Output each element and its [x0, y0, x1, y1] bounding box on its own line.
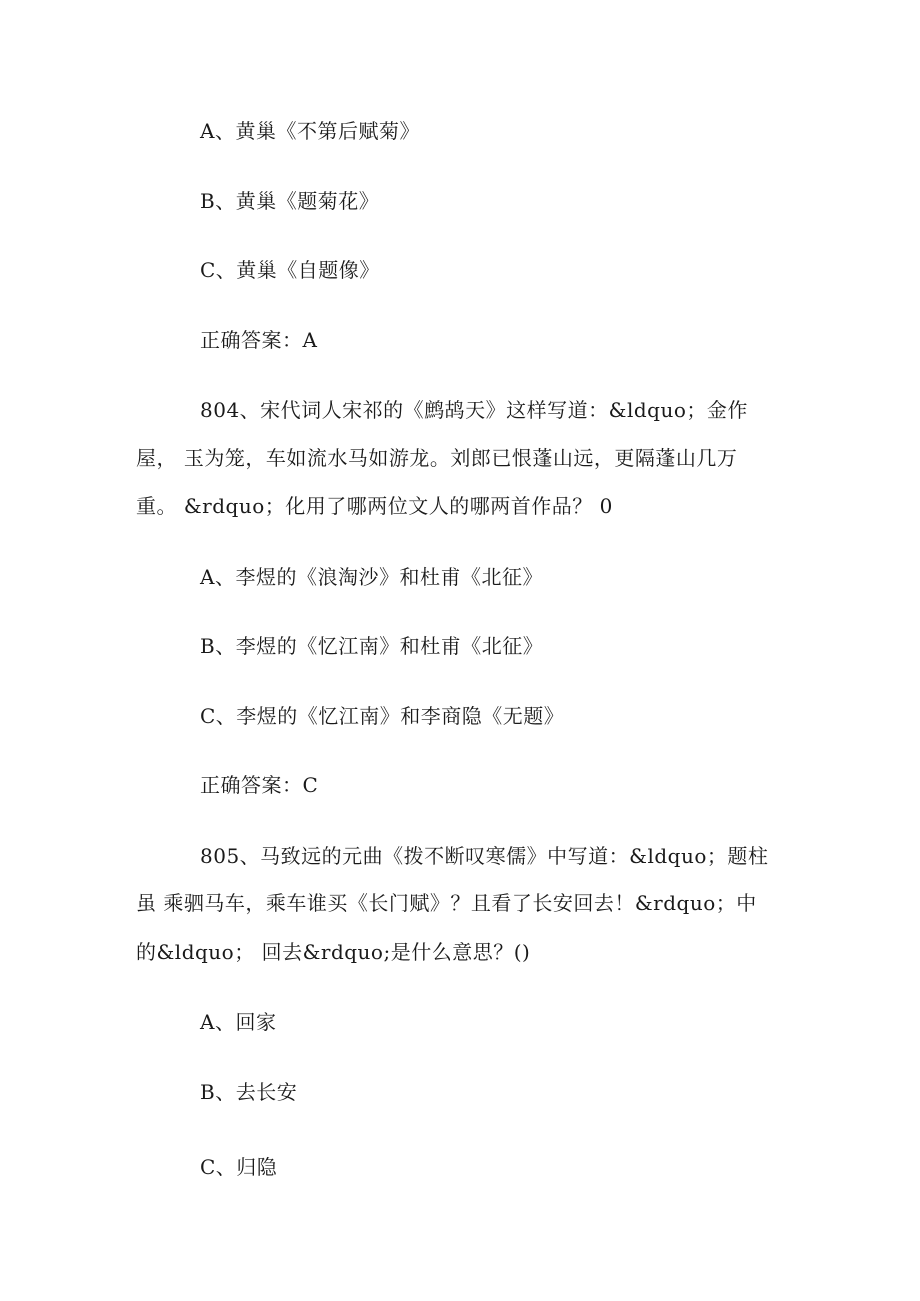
q805-question-line-1: 805、马致远的元曲《拨不断叹寒儒》中写道：&ldquo；题柱 — [200, 844, 769, 868]
q804-question-line-2: 屋， 玉为笼，车如流水马如游龙。刘郎已恨蓬山远，更隔蓬山几万 — [136, 446, 738, 470]
q803-option-b: B、黄巢《题菊花》 — [200, 189, 380, 213]
q804-option-a: A、李煜的《浪淘沙》和杜甫《北征》 — [200, 565, 543, 589]
q804-question-line-1: 804、宋代词人宋祁的《鹧鸪天》这样写道：&ldquo；金作 — [200, 398, 748, 422]
q804-option-c: C、李煜的《忆江南》和李商隐《无题》 — [200, 704, 565, 728]
q803-option-a: A、黄巢《不第后赋菊》 — [200, 119, 420, 143]
q805-question-line-3: 的&ldquo； 回去&rdquo;是什么意思？() — [136, 940, 531, 964]
q805-question-line-2: 虽 乘驷马车，乘车谁买《长门赋》？且看了长安回去！&rdquo；中 — [136, 891, 757, 915]
q805-option-b: B、去长安 — [200, 1080, 298, 1104]
q803-option-c: C、黄巢《自题像》 — [200, 258, 380, 282]
q804-question-line-3: 重。 &rdquo；化用了哪两位文人的哪两首作品？ 0 — [136, 494, 613, 518]
q805-option-a: A、回家 — [200, 1010, 277, 1034]
q804-option-b: B、李煜的《忆江南》和杜甫《北征》 — [200, 634, 544, 658]
q803-answer: 正确答案：A — [200, 328, 318, 352]
q804-answer: 正确答案：C — [200, 773, 319, 797]
q805-option-c: C、归隐 — [200, 1155, 278, 1179]
